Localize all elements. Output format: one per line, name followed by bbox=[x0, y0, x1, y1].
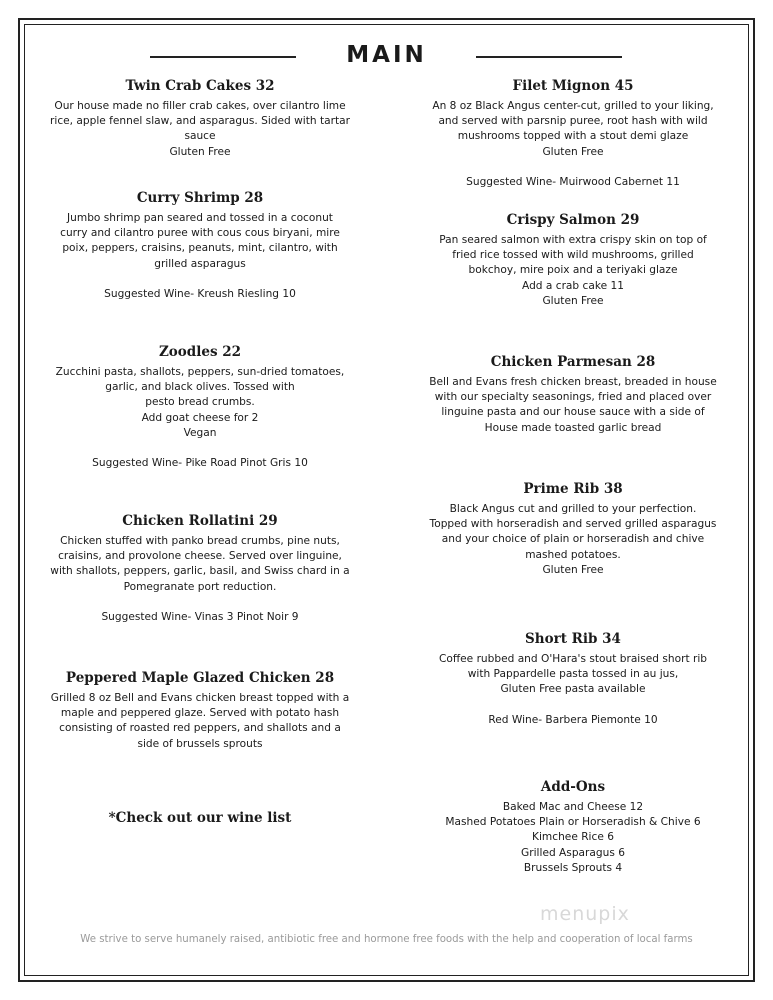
item-description-line: consisting of roasted red peppers, and shallots and a bbox=[59, 722, 341, 735]
add-on-item: Mashed Potatoes Plain or Horseradish & Chive 6 bbox=[445, 816, 701, 829]
item-description-line: pesto bread crumbs. bbox=[145, 396, 255, 409]
menu-item bbox=[40, 670, 360, 810]
menu-item bbox=[413, 212, 733, 354]
menu-item bbox=[413, 354, 733, 481]
suggested-wine: Suggested Wine- Kreush Riesling 10 bbox=[104, 287, 296, 300]
menu-item bbox=[413, 481, 733, 631]
item-description-line: Zucchini pasta, shallots, peppers, sun-dried tomatoes, bbox=[55, 366, 345, 378]
item-name: Filet Mignon 45 bbox=[512, 78, 634, 94]
item-name: Crispy Salmon 29 bbox=[506, 212, 640, 228]
menu-item bbox=[40, 78, 360, 190]
item-description-line: rice, apple fennel slaw, and asparagus. Sided with tartar bbox=[50, 115, 350, 128]
item-description-line: Grilled 8 oz Bell and Evans chicken breast topped with a bbox=[50, 692, 350, 704]
item-diet-label: Gluten Free bbox=[542, 563, 604, 576]
menu-item bbox=[40, 513, 360, 670]
add-ons-section bbox=[413, 779, 733, 876]
left-column bbox=[40, 78, 360, 826]
item-name: Chicken Parmesan 28 bbox=[490, 354, 656, 370]
menu-item bbox=[413, 78, 733, 212]
item-diet-label: Gluten Free bbox=[169, 145, 231, 158]
item-description-line: Add a crab cake 11 bbox=[522, 279, 624, 292]
item-name: Chicken Rollatini 29 bbox=[122, 513, 278, 529]
add-on-item: Baked Mac and Cheese 12 bbox=[502, 801, 644, 813]
item-description-line: and served with parsnip puree, root hash with wild bbox=[438, 115, 708, 128]
suggested-wine: Suggested Wine- Vinas 3 Pinot Noir 9 bbox=[101, 610, 299, 623]
item-description-line: Coffee rubbed and O'Hara's stout braised short rib bbox=[438, 653, 707, 665]
item-description-line: Gluten Free pasta available bbox=[500, 683, 646, 696]
item-description-line: Jumbo shrimp pan seared and tossed in a coconut bbox=[67, 212, 333, 224]
menu-title: MAIN bbox=[346, 42, 427, 68]
item-description-line: Our house made no filler crab cakes, over cilantro lime bbox=[54, 100, 346, 112]
item-description-line: with our specialty seasonings, fried and placed over bbox=[434, 391, 712, 404]
item-name: Curry Shrimp 28 bbox=[136, 190, 264, 206]
item-description-line: Pomegranate port reduction. bbox=[123, 580, 277, 593]
menu-item bbox=[40, 190, 360, 344]
footer-note: We strive to serve humanely raised, antibiotic free and hormone free foods with the help and cooperation of local farms bbox=[80, 934, 693, 945]
item-description-line: Black Angus cut and grilled to your perfection. bbox=[449, 503, 697, 515]
menu-item bbox=[40, 344, 360, 513]
item-description-line: Chicken stuffed with panko bread crumbs, pine nuts, bbox=[60, 535, 340, 547]
add-on-item: Kimchee Rice 6 bbox=[532, 831, 614, 844]
item-description-line: garlic, and black olives. Tossed with bbox=[105, 381, 295, 394]
right-column bbox=[413, 78, 733, 876]
item-description-line: maple and peppered glaze. Served with potato hash bbox=[60, 707, 340, 720]
item-description-line: An 8 oz Black Angus center-cut, grilled to your liking, bbox=[432, 100, 714, 112]
item-name: Peppered Maple Glazed Chicken 28 bbox=[65, 670, 335, 686]
watermark-logo: menupix bbox=[540, 903, 630, 925]
add-on-item: Grilled Asparagus 6 bbox=[521, 846, 625, 859]
item-description-line: curry and cilantro puree with cous cous biryani, mire bbox=[60, 227, 340, 240]
item-description-line: craisins, and provolone cheese. Served over linguine, bbox=[58, 550, 342, 563]
item-description-line: and your choice of plain or horseradish and chive bbox=[441, 533, 705, 546]
item-name: Twin Crab Cakes 32 bbox=[125, 78, 275, 94]
item-description-line: linguine pasta and our house sauce with a side of bbox=[441, 406, 705, 419]
item-name: Zoodles 22 bbox=[158, 344, 242, 360]
add-ons-title: Add-Ons bbox=[540, 779, 606, 795]
menu-item bbox=[413, 631, 733, 779]
item-description-line: mushrooms topped with a stout demi glaze bbox=[457, 130, 689, 143]
suggested-wine: Suggested Wine- Muirwood Cabernet 11 bbox=[466, 175, 680, 188]
item-name: Prime Rib 38 bbox=[523, 481, 623, 497]
item-description-line: with shallots, peppers, garlic, basil, and Swiss chard in a bbox=[50, 565, 350, 578]
title-rule-left bbox=[150, 56, 296, 58]
add-on-item: Brussels Sprouts 4 bbox=[523, 861, 623, 874]
item-name: Short Rib 34 bbox=[525, 631, 621, 647]
item-description-line: Add goat cheese for 2 bbox=[141, 411, 259, 424]
item-description-line: sauce bbox=[184, 130, 216, 143]
item-description-line: fried rice tossed with wild mushrooms, grilled bbox=[452, 249, 694, 262]
title-rule-right bbox=[476, 56, 622, 58]
item-description-line: Bell and Evans fresh chicken breast, breaded in house bbox=[429, 376, 717, 388]
item-description-line: grilled asparagus bbox=[154, 257, 246, 270]
item-description-line: poix, peppers, craisins, peanuts, mint, cilantro, with bbox=[62, 242, 338, 255]
suggested-wine: Suggested Wine- Pike Road Pinot Gris 10 bbox=[92, 457, 308, 470]
item-description-line: with Pappardelle pasta tossed in au jus, bbox=[467, 668, 679, 681]
item-description-line: mashed potatoes. bbox=[525, 548, 621, 561]
item-diet-label: Vegan bbox=[183, 426, 217, 439]
item-diet-label: Gluten Free bbox=[542, 145, 604, 158]
item-diet-label: Gluten Free bbox=[542, 294, 604, 307]
item-description-line: side of brussels sprouts bbox=[137, 737, 263, 750]
item-description-line: bokchoy, mire poix and a teriyaki glaze bbox=[468, 264, 678, 277]
suggested-wine: Red Wine- Barbera Piemonte 10 bbox=[488, 713, 658, 726]
wine-list-note: *Check out our wine list bbox=[108, 810, 292, 826]
item-description-line: House made toasted garlic bread bbox=[484, 421, 662, 434]
item-description-line: Pan seared salmon with extra crispy skin on top of bbox=[439, 234, 707, 246]
item-description-line: Topped with horseradish and served grilled asparagus bbox=[429, 518, 717, 531]
